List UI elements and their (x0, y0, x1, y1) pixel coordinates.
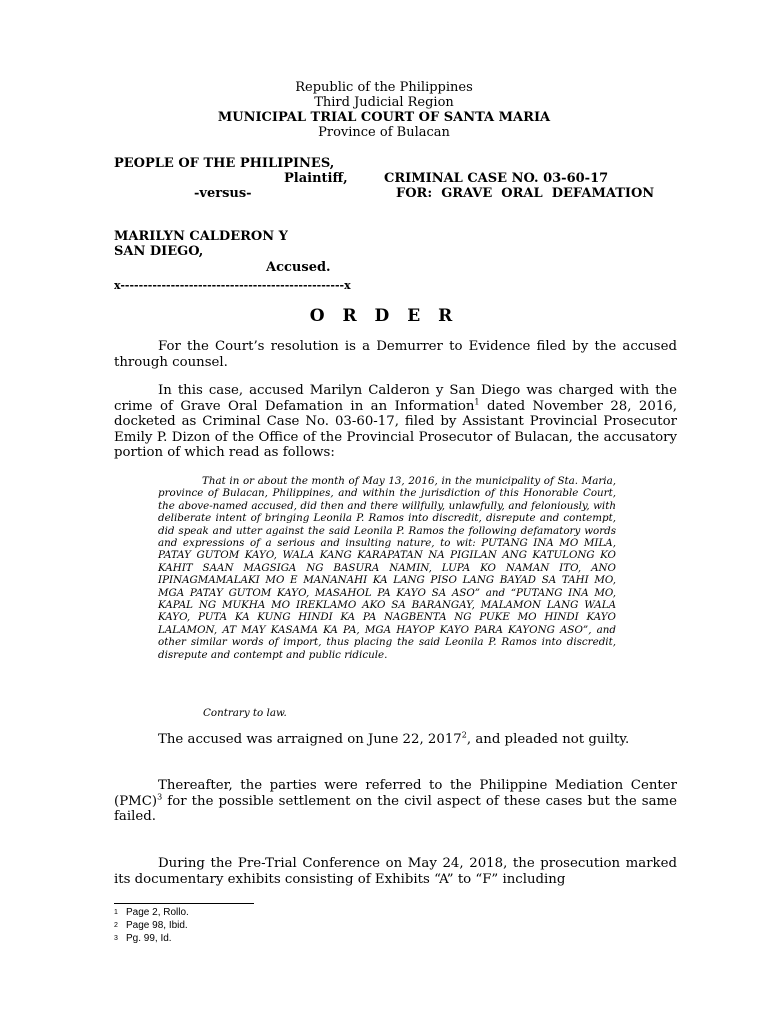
paragraph-4 (114, 778, 677, 825)
paragraph-3-text-a: The accused was arraigned on June 22, 2017 (158, 732, 462, 747)
contrary-to-law: Contrary to law. (203, 707, 287, 719)
paragraph-3-text-b: , and pleaded not guilty. (466, 732, 630, 747)
footnote-ref-1[interactable]: 1 (474, 397, 480, 407)
header-province: Province of Bulacan (318, 125, 450, 140)
paragraph-2-text-a: In this case, accused Marilyn Calderon y San Diego was charged with the crime of Grave Oral Defamation in an Information (114, 383, 677, 414)
footnote-1-number: 1 (114, 909, 118, 916)
paragraph-5 (114, 856, 677, 887)
footnote-2 (114, 920, 188, 932)
footnote-1 (114, 907, 189, 919)
footnote-ref-3[interactable]: 3 (157, 792, 163, 802)
accused-name-line1: MARILYN CALDERON Y (114, 229, 288, 244)
paragraph-1-text: For the Court’s resolution is a Demurrer to Evidence filed by the accused through counsel. (114, 339, 677, 370)
header-court-name: MUNICIPAL TRIAL COURT OF SANTA MARIA (217, 110, 551, 125)
footnote-3 (114, 933, 172, 945)
footnote-3-text: Pg. 99, Id. (126, 933, 172, 944)
information-quote (158, 475, 616, 661)
paragraph-5-text: During the Pre-Trial Conference on May 24, 2018, the prosecution marked its documentary exhibits consisting of Exhibits “A” to “F” including (114, 856, 677, 887)
information-quote-text: That in or about the month of May 13, 2016, in the municipality of Sta. Maria, province of Bulacan, Philippines, and within the jurisdiction of this Honorable Court, the above-named accused, did then and there willfully, unlawfully, and feloniously, with deliberate intent of bringing Leonila P. Ramos into discredit, disrepute and contempt, did speak and utter against the said Leonila P. Ramos the following defamatory words and expressions of a serious and insulting nature, to wit: PUTANG INA MO MILA, PATAY GUTOM KAYO, WALA KANG KARAPATAN NA PIGILAN ANG KATULONG KO KAHIT SAAN MAGSIGA NG BASURA NAMIN, LUPA KO NAMAN ITO, ANO IPINAGMAMALAKI MO E MANANAHI KA LANG PISO LANG BAYAD SA TAHI MO, MGA PATAY GUTOM KAYO, MASAHOL PA KAYO SA ASO” and “PUTANG INA MO, KAPAL NG MUKHA MO IREKLAMO AKO SA BARANGAY, MALAMON LANG WALA KAYO, PUTA KA KUNG HINDI KA PA NAGBENTA NG PUKE MO HINDI KAYO LALAMON, AT MAY KASAMA KA PA, MGA HAYOP KAYO PARA KAYONG ASO”, and other similar words of import, thus placing the said Leonila P. Ramos into discredit, disrepute and contempt and public ridicule. (158, 475, 616, 661)
plaintiff-name: PEOPLE OF THE PHILIPINES, (114, 156, 335, 171)
order-title: O R D E R (309, 306, 459, 326)
footnote-ref-2[interactable]: 2 (461, 730, 467, 740)
header-republic: Republic of the Philippines (295, 80, 473, 95)
versus-label: -versus- (194, 186, 252, 201)
paragraph-3 (114, 732, 677, 748)
paragraph-4-text-a: Thereafter, the parties were referred to the Philippine Mediation Center (PMC) (114, 778, 677, 809)
footnote-2-number: 2 (114, 922, 118, 929)
case-charge: FOR: GRAVE ORAL DEFAMATION (396, 186, 655, 201)
accused-role: Accused. (266, 260, 331, 275)
paragraph-2-text-b: dated November 28, 2016, docketed as Criminal Case No. 03-60-17, filed by Assistant Provincial Prosecutor Emily P. Dizon of the Office of the Provincial Prosecutor of Bulacan, the accusatory portion of which read as follows: (114, 398, 677, 460)
footnote-3-number: 3 (114, 935, 118, 942)
header-region: Third Judicial Region (314, 95, 454, 110)
footnote-1-text: Page 2, Rollo. (126, 907, 189, 918)
paragraph-1 (114, 339, 677, 370)
footnote-2-text: Page 98, Ibid. (126, 920, 188, 931)
court-header (0, 80, 768, 140)
plaintiff-role: Plaintiff, (284, 171, 348, 186)
paragraph-2 (114, 383, 677, 461)
accused-name-line2: SAN DIEGO, (114, 244, 204, 259)
paragraph-4-text-b: for the possible settlement on the civil aspect of these cases but the same failed. (114, 793, 677, 824)
caption-divider: x-------------------------------------------------x (114, 279, 351, 292)
case-number: CRIMINAL CASE NO. 03-60-17 (384, 171, 609, 186)
footnote-divider (114, 903, 254, 904)
